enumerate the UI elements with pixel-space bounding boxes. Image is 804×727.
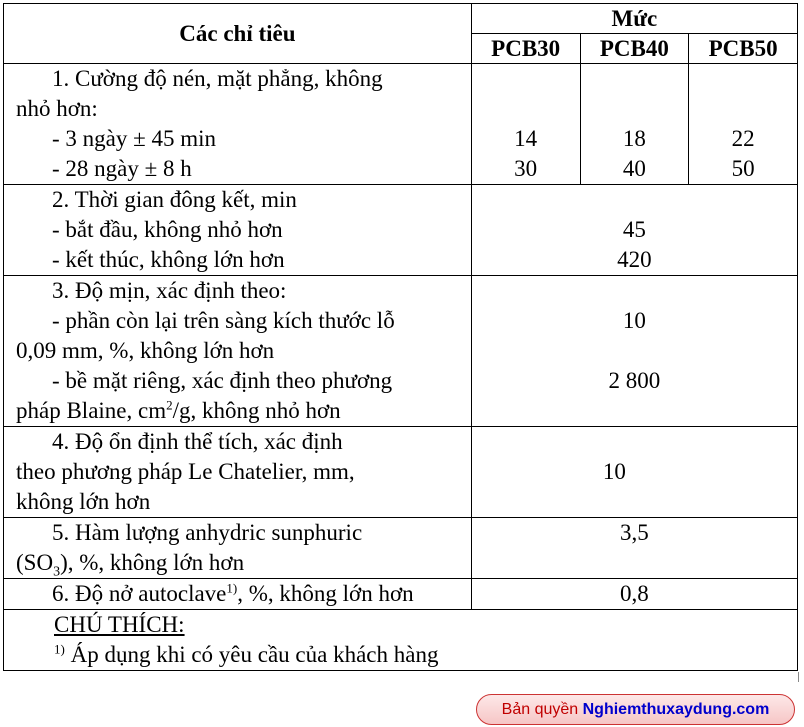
value-text: 40	[622, 156, 646, 181]
criteria-line	[16, 548, 471, 578]
value-text: 50	[731, 156, 755, 181]
criteria-line: 3. Độ mịn, xác định theo:	[52, 278, 287, 303]
value-text: 10	[622, 308, 646, 333]
note-text: Áp dụng khi có yêu cầu của khách hàng	[64, 642, 439, 667]
criteria-line	[16, 396, 471, 426]
spec-table	[3, 3, 798, 671]
criteria-cell	[4, 518, 472, 579]
table-row	[4, 579, 798, 610]
criteria-line: - 28 ngày ± 8 h	[52, 156, 192, 181]
criteria-text: (SO	[16, 550, 54, 575]
value-cell	[471, 64, 580, 185]
value-cell	[471, 579, 797, 610]
criteria-line: - phần còn lại trên sàng kích thước lỗ	[52, 308, 395, 333]
criteria-text: 6. Độ nở autoclave	[52, 581, 227, 606]
header-col-pcb40: PCB40	[580, 34, 689, 64]
criteria-text: , %, không lớn hơn	[237, 581, 414, 606]
criteria-cell	[4, 276, 472, 427]
value-text: 0,8	[620, 581, 649, 606]
value-text: 2 800	[608, 368, 661, 393]
watermark-prefix: Bản quyền	[501, 701, 583, 718]
table-row	[4, 185, 798, 276]
subscript: 3	[53, 564, 61, 580]
criteria-line: 0,09 mm, %, không lớn hơn	[16, 338, 275, 363]
value-cell	[471, 276, 797, 427]
value-cell	[580, 64, 689, 185]
criteria-line: 4. Độ ổn định thể tích, xác định	[52, 429, 343, 454]
value-text: 18	[622, 126, 646, 151]
criteria-text: pháp Blaine, cm	[16, 398, 167, 423]
value-text: 30	[514, 156, 538, 181]
criteria-cell	[4, 427, 472, 518]
note-row	[4, 610, 798, 671]
superscript: 1)	[54, 641, 65, 657]
criteria-line: - bắt đầu, không nhỏ hơn	[52, 217, 283, 242]
value-cell	[471, 427, 797, 518]
value-text: 3,5	[620, 520, 649, 545]
note-line	[16, 640, 797, 670]
criteria-line: - bề mặt riêng, xác định theo phương	[52, 368, 393, 393]
superscript: 1)	[226, 580, 238, 596]
criteria-cell	[4, 64, 472, 185]
value-text: 22	[731, 126, 755, 151]
table-row	[4, 427, 798, 518]
header-col-pcb50: PCB50	[689, 34, 798, 64]
value-cell	[471, 518, 797, 579]
criteria-line: theo phương pháp Le Chatelier, mm,	[16, 459, 355, 484]
value-cell	[689, 64, 798, 185]
value-text: 10	[602, 459, 626, 484]
header-col-pcb30: PCB30	[471, 34, 580, 64]
superscript: 2	[166, 397, 173, 413]
table-row	[4, 64, 798, 185]
value-text: 420	[617, 247, 652, 272]
criteria-line: nhỏ hơn:	[16, 96, 98, 121]
criteria-line: 1. Cường độ nén, mặt phẳng, không	[52, 66, 383, 91]
value-text: 45	[622, 217, 646, 242]
header-level: Mức	[471, 4, 797, 34]
criteria-text: ), %, không lớn hơn	[60, 550, 245, 575]
criteria-line: - kết thúc, không lớn hơn	[52, 247, 285, 272]
value-text: 14	[514, 126, 538, 151]
header-criteria: Các chỉ tiêu	[4, 4, 472, 64]
note-title: CHÚ THÍCH:	[54, 612, 185, 637]
criteria-cell	[4, 579, 472, 610]
criteria-text: /g, không nhỏ hơn	[172, 398, 341, 423]
note-cell	[4, 610, 798, 671]
criteria-cell	[4, 185, 472, 276]
criteria-line: 2. Thời gian đông kết, min	[52, 187, 297, 212]
value-cell	[471, 185, 797, 276]
divider	[798, 672, 804, 682]
table-row	[4, 518, 798, 579]
criteria-line	[16, 579, 471, 609]
watermark-badge[interactable]	[476, 694, 795, 725]
table-row	[4, 276, 798, 427]
criteria-line: không lớn hơn	[16, 489, 151, 514]
criteria-line: - 3 ngày ± 45 min	[52, 126, 217, 151]
watermark-site-link[interactable]: Nghiemthuxaydung.com	[582, 701, 770, 718]
criteria-line: 5. Hàm lượng anhydric sunphuric	[52, 520, 363, 545]
